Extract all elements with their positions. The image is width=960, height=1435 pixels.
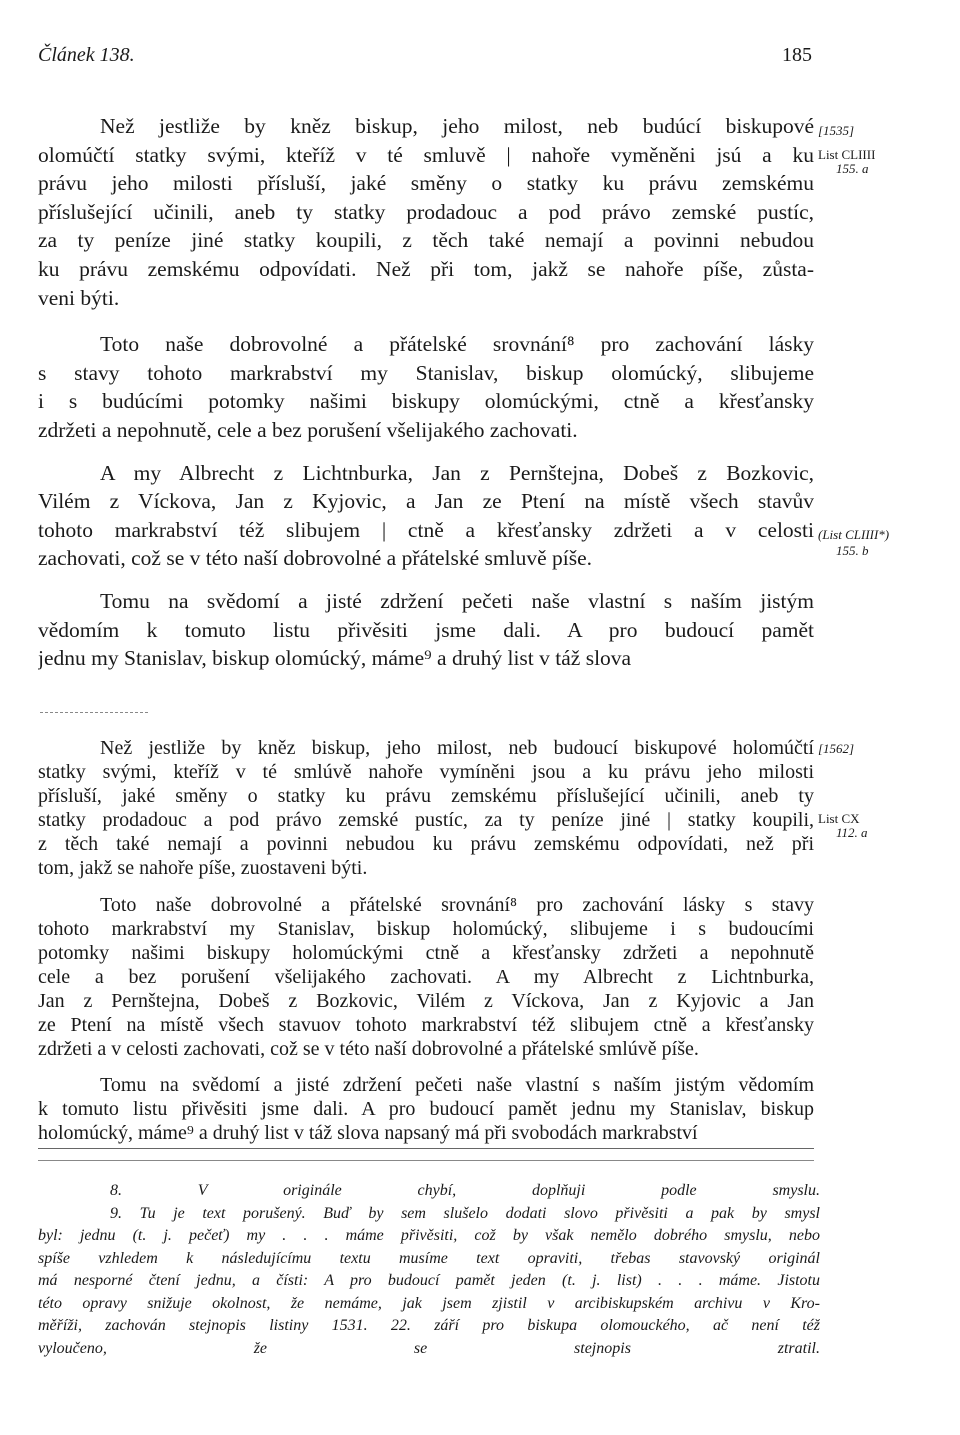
text-line: přísluší, jaké směny o statky ku právu zemskému příslušející učinili, aneb ty [38,785,814,808]
text-line: Toto naše dobrovolné a přátelské srovnání⁸ pro zachování lásky [100,332,814,357]
main-text-block [38,112,814,673]
text-line: A my Albrecht z Lichtnburka, Jan z Pernštejna, Dobeš z Bozkovic, [100,460,814,485]
margin-folio: 155. b [836,543,869,558]
footnote-line: byl: jednu (t. j. pečeť) my . . . máme přivěsiti, což by však nemělo dobrého smyslu, nebo [38,1227,820,1244]
text-line: i s budúcími potomky našimi biskupy olomúckými, ctně a křesťansky [38,389,814,414]
text-line: tohoto markrabství též slibujem | ctně a křesťansky zdržeti a v celosti [38,517,814,542]
text-line: právu jeho milosti přísluší, jaké směny o statky ku právu zemskému [38,171,814,196]
text-line: z těch také nemají a povinni nebudou ku právu zemskému odpovídati, než při [38,833,814,856]
footnote-rule [38,1148,814,1149]
footnote-rule [38,1160,814,1161]
margin-list: (List CLIIII*) [818,527,890,542]
text-line: Tomu na svědomí a jisté zdržení pečeti naše vlastní s naším jistým [100,588,814,613]
footnote-line: 9. Tu je text porušený. Buď by sem slušelo dodati slovo přivěsiti a pak by smysl [110,1204,820,1222]
text-line: jednu my Stanislav, biskup olomúcký, máme⁹ a druhý list v táž slova [38,646,632,671]
text-line: ze Ptení na místě všech stavuov tohoto markrabství též slibujem ctně a křesťansky [38,1014,814,1037]
margin-list: List CX [818,811,860,826]
text-line: ku právu zemskému odpovídati. Než při tom, jakž se nahoře píše, zůsta- [38,256,814,281]
page-header [38,44,812,74]
text-line: cele a bez porušení všelijakého zachovati. A my Albrecht z Lichtnburka, [38,965,814,988]
footnote-line: má nesporné čtení jednu, a čísti: A pro budoucí pamět jeden (t. j. list) . . . máme. Jistotu [38,1272,820,1289]
text-line: statky svými, kteříž v té smlúvě nahoře vymíněni jsou a ku právu jeho milosti [38,761,814,784]
margin-folio: 155. a [836,161,869,176]
margin-year: [1535] [818,123,855,138]
text-line: za ty peníze jiné statky koupili, z těch také nemají a povinni nebudou [38,228,814,253]
text-line: tohoto markrabství my Stanislav, biskup holomúcký, slibujeme i s budoucími [38,917,814,940]
text-line: Jan z Pernštejna, Dobeš z Bozkovic, Vilém z Víckova, Jan z Kyjovic a Jan [38,989,814,1012]
text-line: zdržeti a nepohnutě, cele a bez porušení všelijakého zachovati. [38,417,578,442]
text-line: potomky našimi biskupy holomúckými ctně a křesťansky zdržeti a nepohnutě [38,941,814,964]
margin-folio: 112. a [836,825,868,840]
footnote-line: spíše vzhledem k následujícímu textu musíme text opraviti, třebas stavovský originál [38,1249,820,1267]
footnote-line: 8. V originále chybí, doplňuji podle smyslu. [110,1182,820,1199]
text-line: Než jestliže by kněz biskup, jeho milost, neb budoucí biskupové holomúčtí [100,737,814,759]
article-heading: Článek 138. [38,44,135,66]
footnote-line: této opravy snižuje okolnost, že nemáme, jak jsem zjistil v arcibiskupském archivu v Kro- [38,1294,820,1312]
footnote-line: měříži, zachován stejnopis listiny 1531. 22. září pro biskupa olomouckého, ač není též [38,1317,820,1334]
text-line: vědomím k tomuto listu přivěsiti jsme dali. A pro budoucí pamět [38,617,814,642]
text-line: holomúcký, máme⁹ a druhý list v táž slova napsaný má při svobodách markrabství [38,1122,698,1145]
text-line: zachovati, což se v této naší dobrovolné a přátelské smluvě píše. [38,546,593,571]
text-line: k tomuto listu přivěsiti jsme dali. A pro budoucí pamět jednu my Stanislav, biskup [38,1098,814,1121]
text-line: Než jestliže by kněz biskup, jeho milost, neb budúcí biskupové [100,114,814,138]
text-line: Vilém z Víckova, Jan z Kyjovic, a Jan ze Ptení na místě všech stavův [38,489,814,514]
text-line: statky prodadouc a pod právo zemské pustíc, za ty peníze jiné | statky koupili, [38,809,814,832]
margin-list: List CLIIII [818,147,876,162]
page-number: 185 [782,44,812,66]
text-line: veni býti. [38,285,120,310]
text-line: Tomu na svědomí a jisté zdržení pečeti naše vlastní s naším jistým vědomím [100,1074,814,1097]
text-line: Toto naše dobrovolné a přátelské srovnání⁸ pro zachování lásky s stavy [100,893,814,916]
text-line: zdržeti a v celosti zachovati, což se v této naší dobrovolné a přátelské smlúvě píše. [38,1038,699,1061]
text-line: tom, jakž se nahoře píše, zuostaveni býti. [38,857,368,880]
footnotes [38,1180,820,1360]
footnote-line: vyloučeno, že se stejnopis ztratil. [38,1339,820,1357]
second-text-block [38,736,814,1146]
margin-year: [1562] [818,741,855,756]
dashed-divider [40,712,148,713]
text-line: olomúčtí statky svými, kteříž v té smluvě | nahoře vyměněni jsú a ku [38,142,814,167]
text-line: s stavy tohoto markrabství my Stanislav, biskup olomúcký, slibujeme [38,360,814,385]
text-line: příslušející učinili, aneb ty statky prodadouc a pod právo zemské pustíc, [38,199,814,224]
